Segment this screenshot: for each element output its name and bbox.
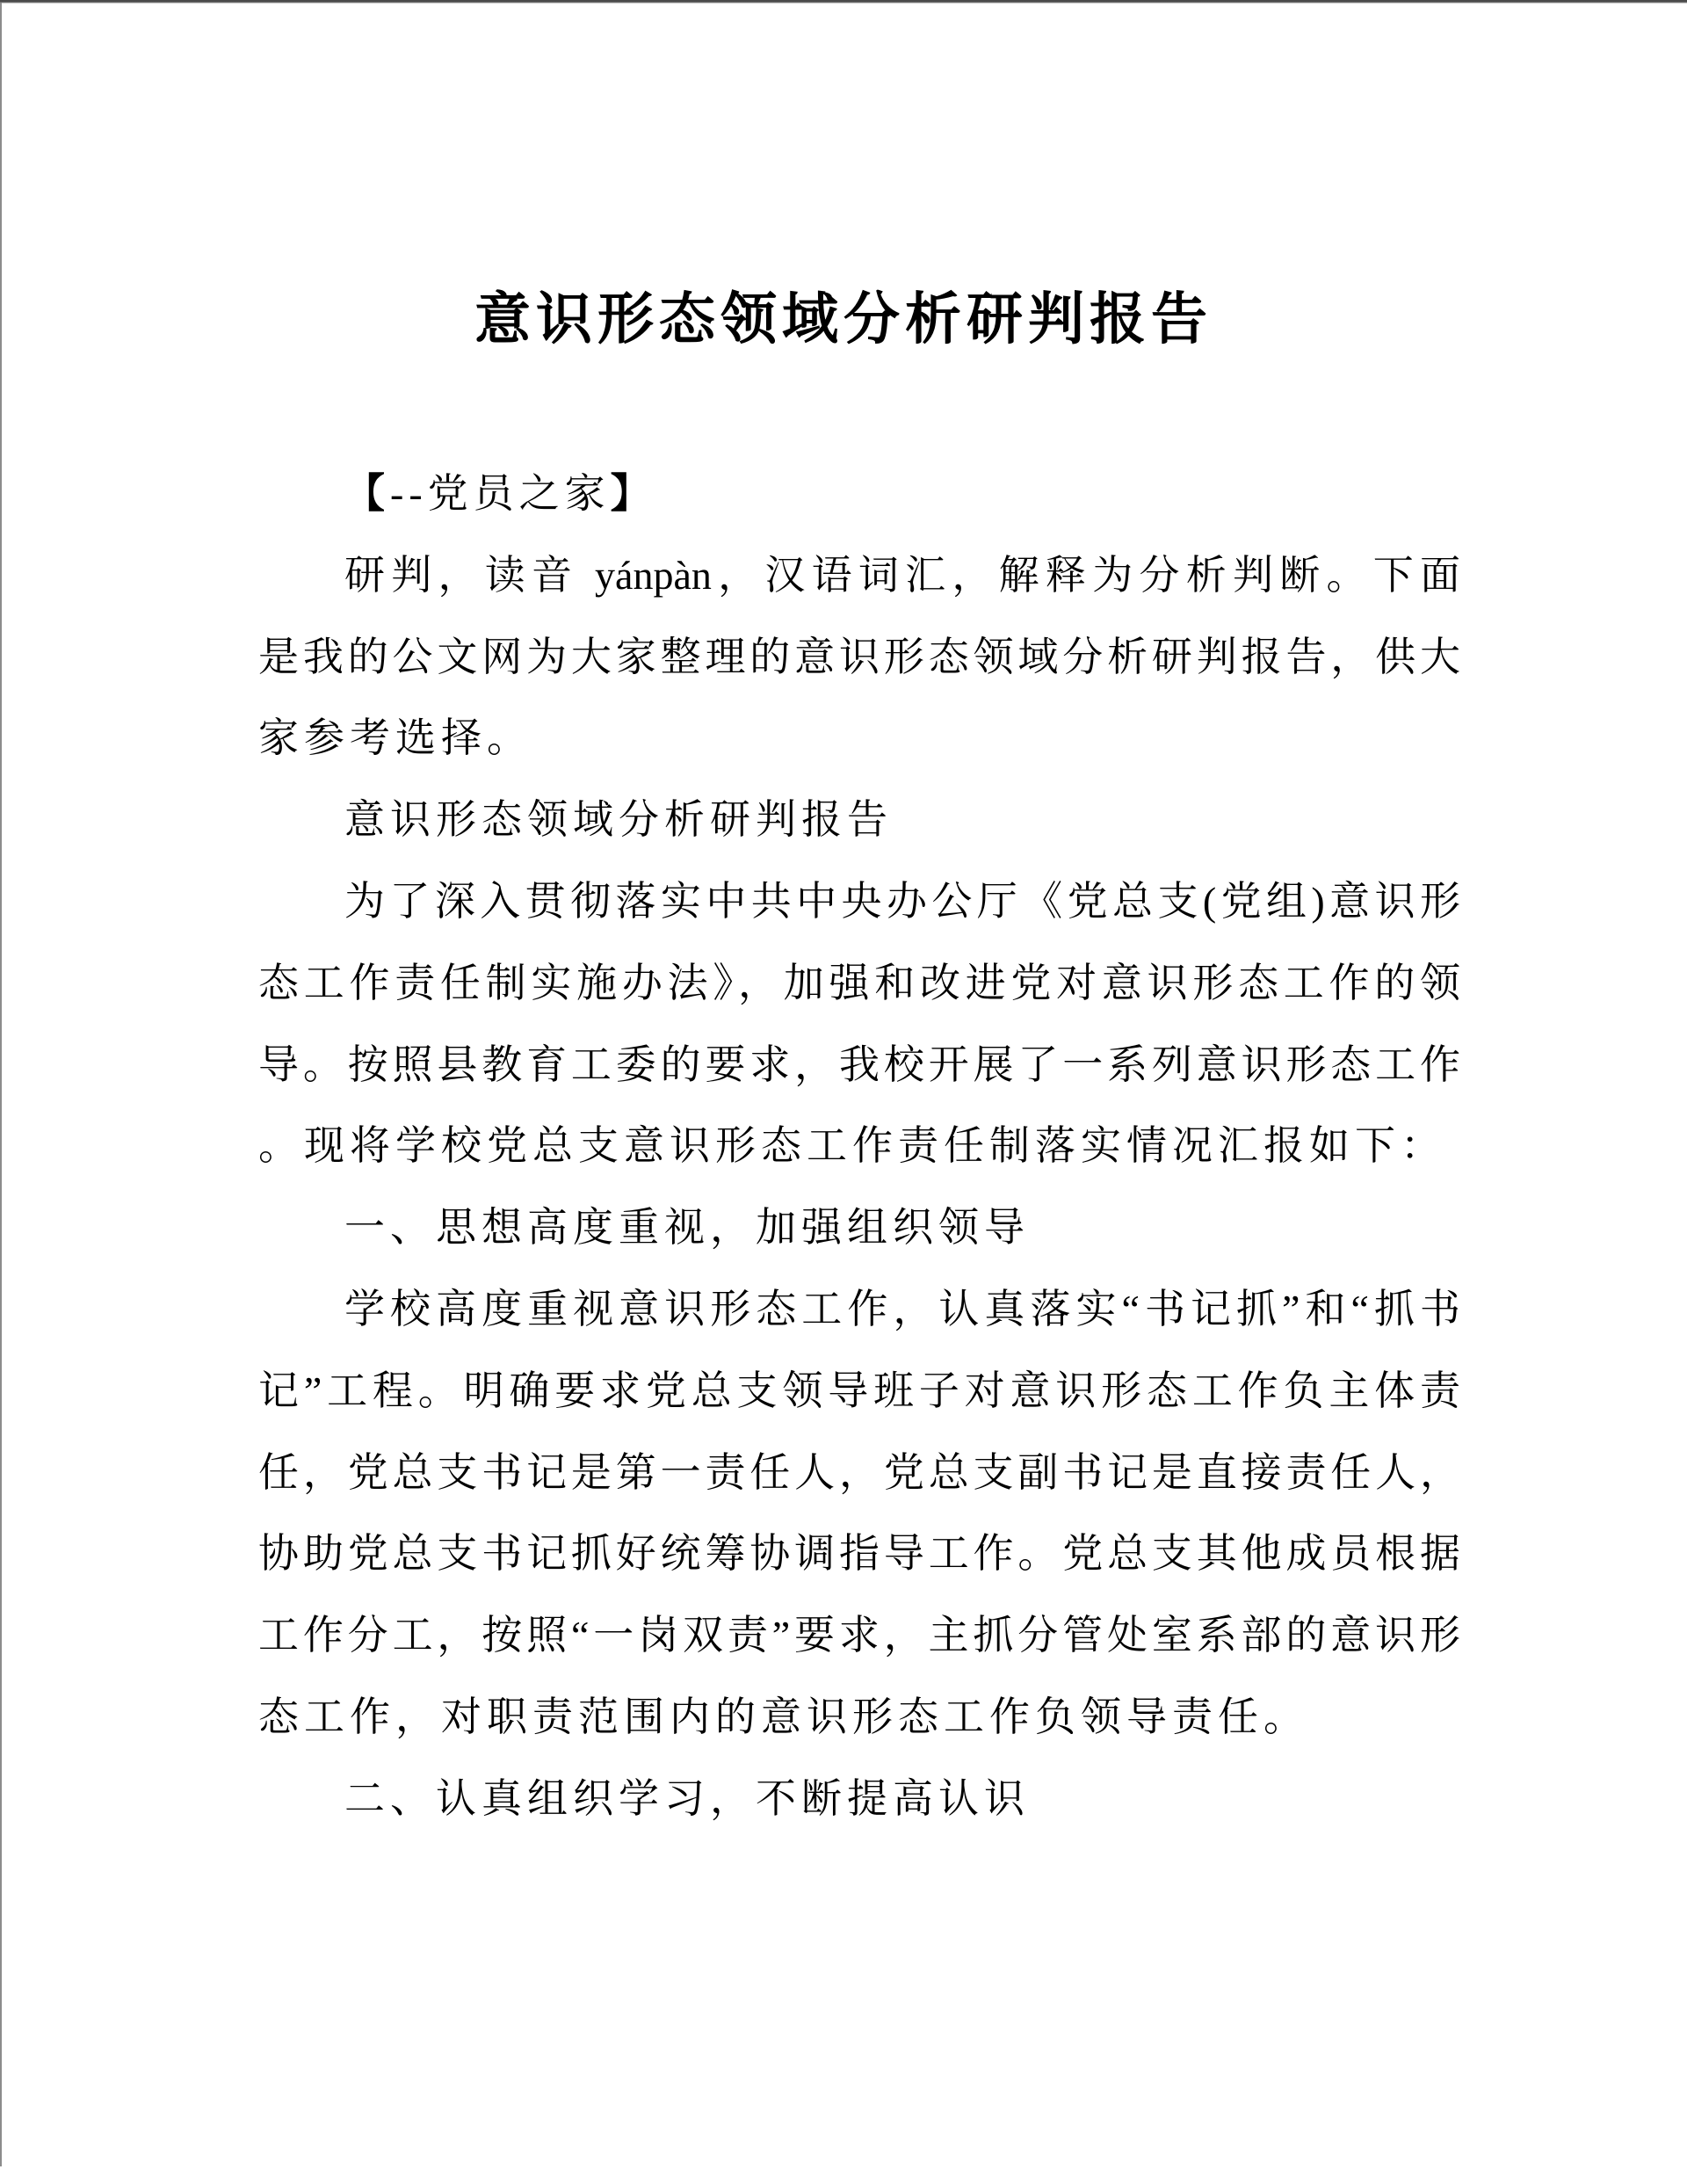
text-line: 。现将学校党总支意识形态工作责任制落实情况汇报如下： bbox=[258, 1123, 1446, 1169]
text-line: 是我的公文网为大家整理的意识形态领域分析研判报告，供大 bbox=[258, 634, 1460, 679]
text-line: 态工作，对职责范围内的意识形态工作负领导责任。 bbox=[258, 1694, 1309, 1739]
document-body bbox=[258, 453, 1460, 1840]
text-line: 协助党总支书记抓好统筹协调指导工作。党总支其他成员根据 bbox=[258, 1531, 1460, 1577]
source-tag-line bbox=[258, 453, 1460, 535]
section-heading-2: 二、认真组织学习，不断提高认识 bbox=[344, 1775, 1030, 1821]
text-line: 学校高度重视意识形态工作，认真落实“书记抓”和“抓书 bbox=[344, 1286, 1460, 1331]
text-line: 研判，读音 yánpàn，汉语词汇，解释为分析判断。下面 bbox=[344, 552, 1460, 598]
text-line: 记”工程。明确要求党总支领导班子对意识形态工作负主体责 bbox=[258, 1368, 1460, 1413]
bracket-glyph: 【 bbox=[344, 471, 390, 516]
text-line: 态工作责任制实施办法》，加强和改进党对意识形态工作的领 bbox=[258, 960, 1460, 1005]
document-title: 意识形态领域分析研判报告 bbox=[474, 287, 1213, 351]
text-line: 导。按照县教育工委的要求，我校开展了一系列意识形态工作 bbox=[258, 1041, 1460, 1087]
subtitle-line: 意识形态领域分析研判报告 bbox=[344, 797, 893, 843]
text-line: 家参考选择。 bbox=[258, 715, 532, 761]
text-line: 任，党总支书记是第一责任人，党总支副书记是直接责任人， bbox=[258, 1449, 1460, 1495]
source-tag-text: --党员之家 bbox=[390, 471, 611, 516]
bracket-glyph: 】 bbox=[610, 471, 656, 516]
text-line: 为了深入贯彻落实中共中央办公厅《党总支(党组)意识形 bbox=[344, 878, 1460, 924]
text-line: 工作分工，按照“一岗双责”要求，主抓分管处室系部的意识形 bbox=[258, 1613, 1460, 1658]
section-heading-1: 一、思想高度重视，加强组织领导 bbox=[344, 1205, 1030, 1251]
page-top-border bbox=[0, 0, 1687, 4]
